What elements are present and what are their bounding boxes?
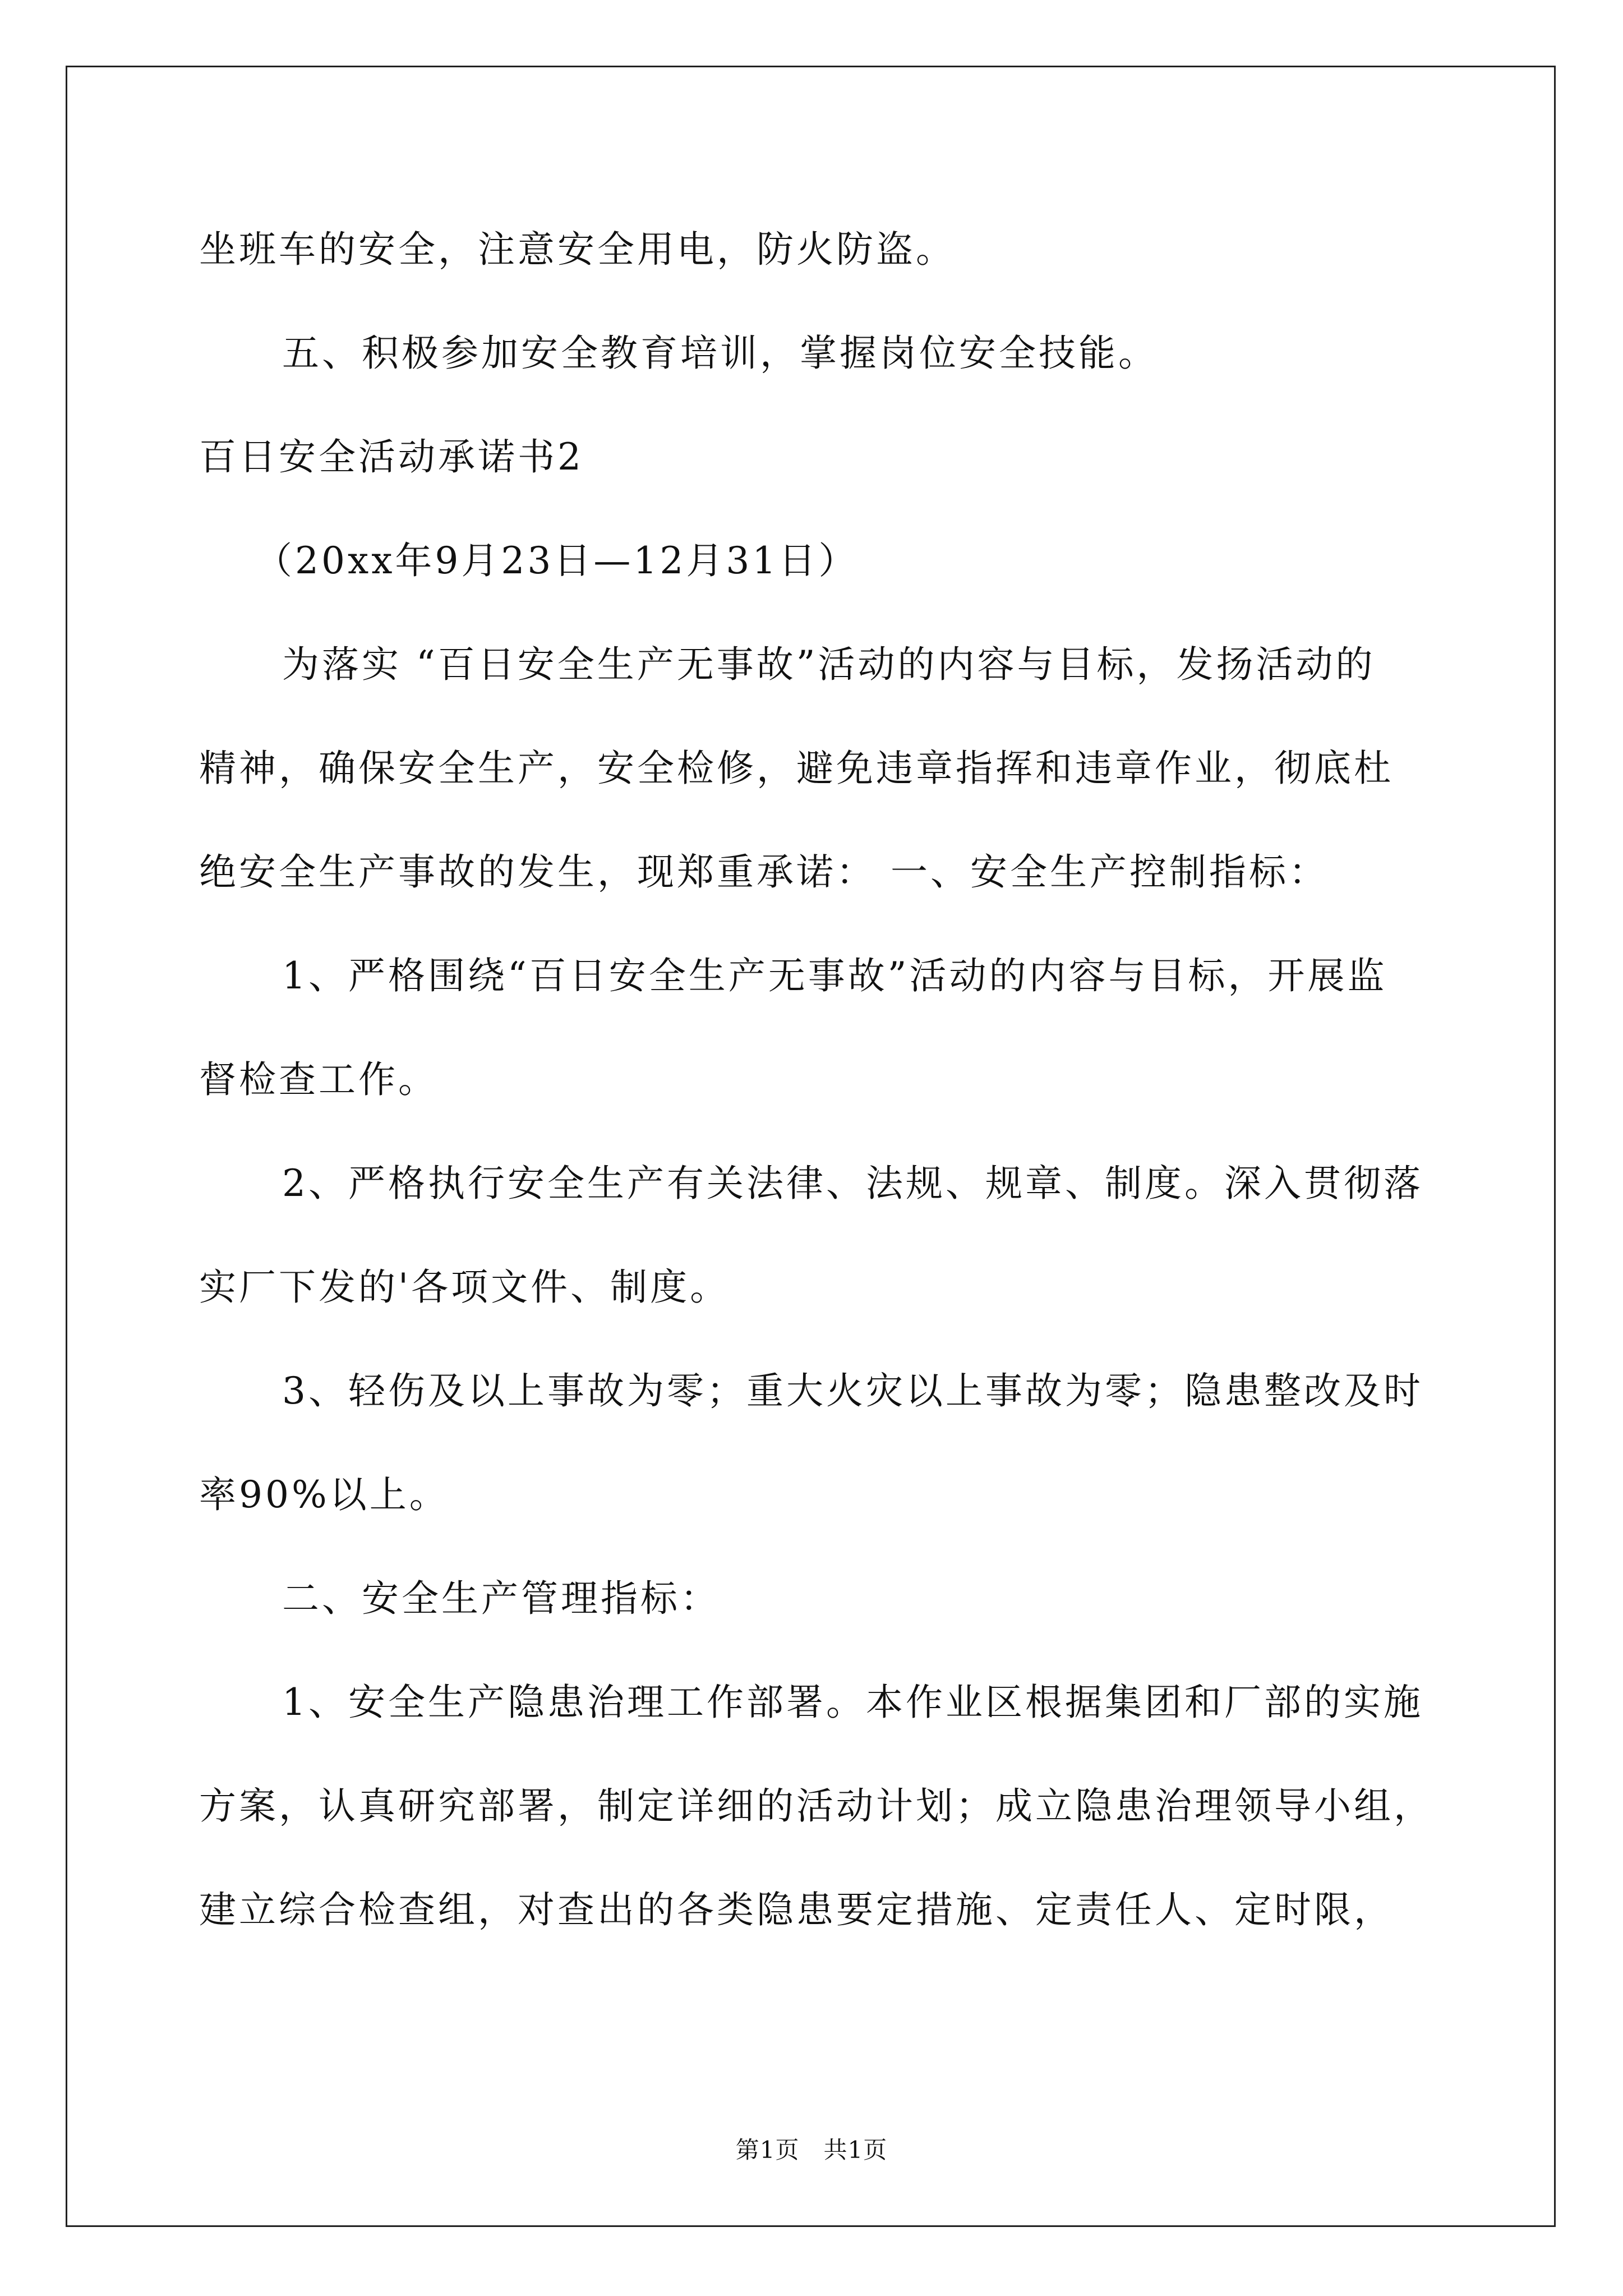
- text-line: 方案，认真研究部署，制定详细的活动计划；成立隐患治理领导小组，: [199, 1784, 1433, 1828]
- section-title: 百日安全活动承诺书2: [199, 435, 584, 478]
- date-range: （20xx年9月23日—12月31日）: [255, 539, 859, 582]
- text-line: 精神，确保安全生产，安全检修，避免违章指挥和违章作业，彻底杜: [199, 747, 1394, 790]
- text-line: 2、严格执行安全生产有关法律、法规、规章、制度。深入贯彻落: [282, 1162, 1423, 1205]
- text-line: 五、积极参加安全教育培训，掌握岗位安全技能。: [282, 332, 1158, 375]
- text-line: 实厂下发的'各项文件、制度。: [199, 1266, 730, 1309]
- text-line: 1、严格围绕“百日安全生产无事故”活动的内容与目标，开展监: [282, 954, 1387, 997]
- text-line: 为落实 “百日安全生产无事故”活动的内容与目标，发扬活动的: [282, 643, 1376, 686]
- text-line: 1、安全生产隐患治理工作部署。本作业区根据集团和厂部的实施: [282, 1681, 1423, 1724]
- text-line: 建立综合检查组，对查出的各类隐患要定措施、定责任人、定时限，: [199, 1888, 1394, 1931]
- page-footer: 第1页 共1页: [735, 2136, 888, 2164]
- text-line: 3、轻伤及以上事故为零；重大火灾以上事故为零；隐患整改及时: [282, 1369, 1423, 1412]
- text-line: 绝安全生产事故的发生，现郑重承诺： 一、安全生产控制指标：: [199, 850, 1329, 894]
- text-line: 督检查工作。: [199, 1058, 438, 1101]
- text-line: 坐班车的安全，注意安全用电，防火防盗。: [199, 228, 956, 271]
- text-line: 率90%以上。: [199, 1473, 449, 1516]
- text-line: 二、安全生产管理指标：: [282, 1577, 720, 1620]
